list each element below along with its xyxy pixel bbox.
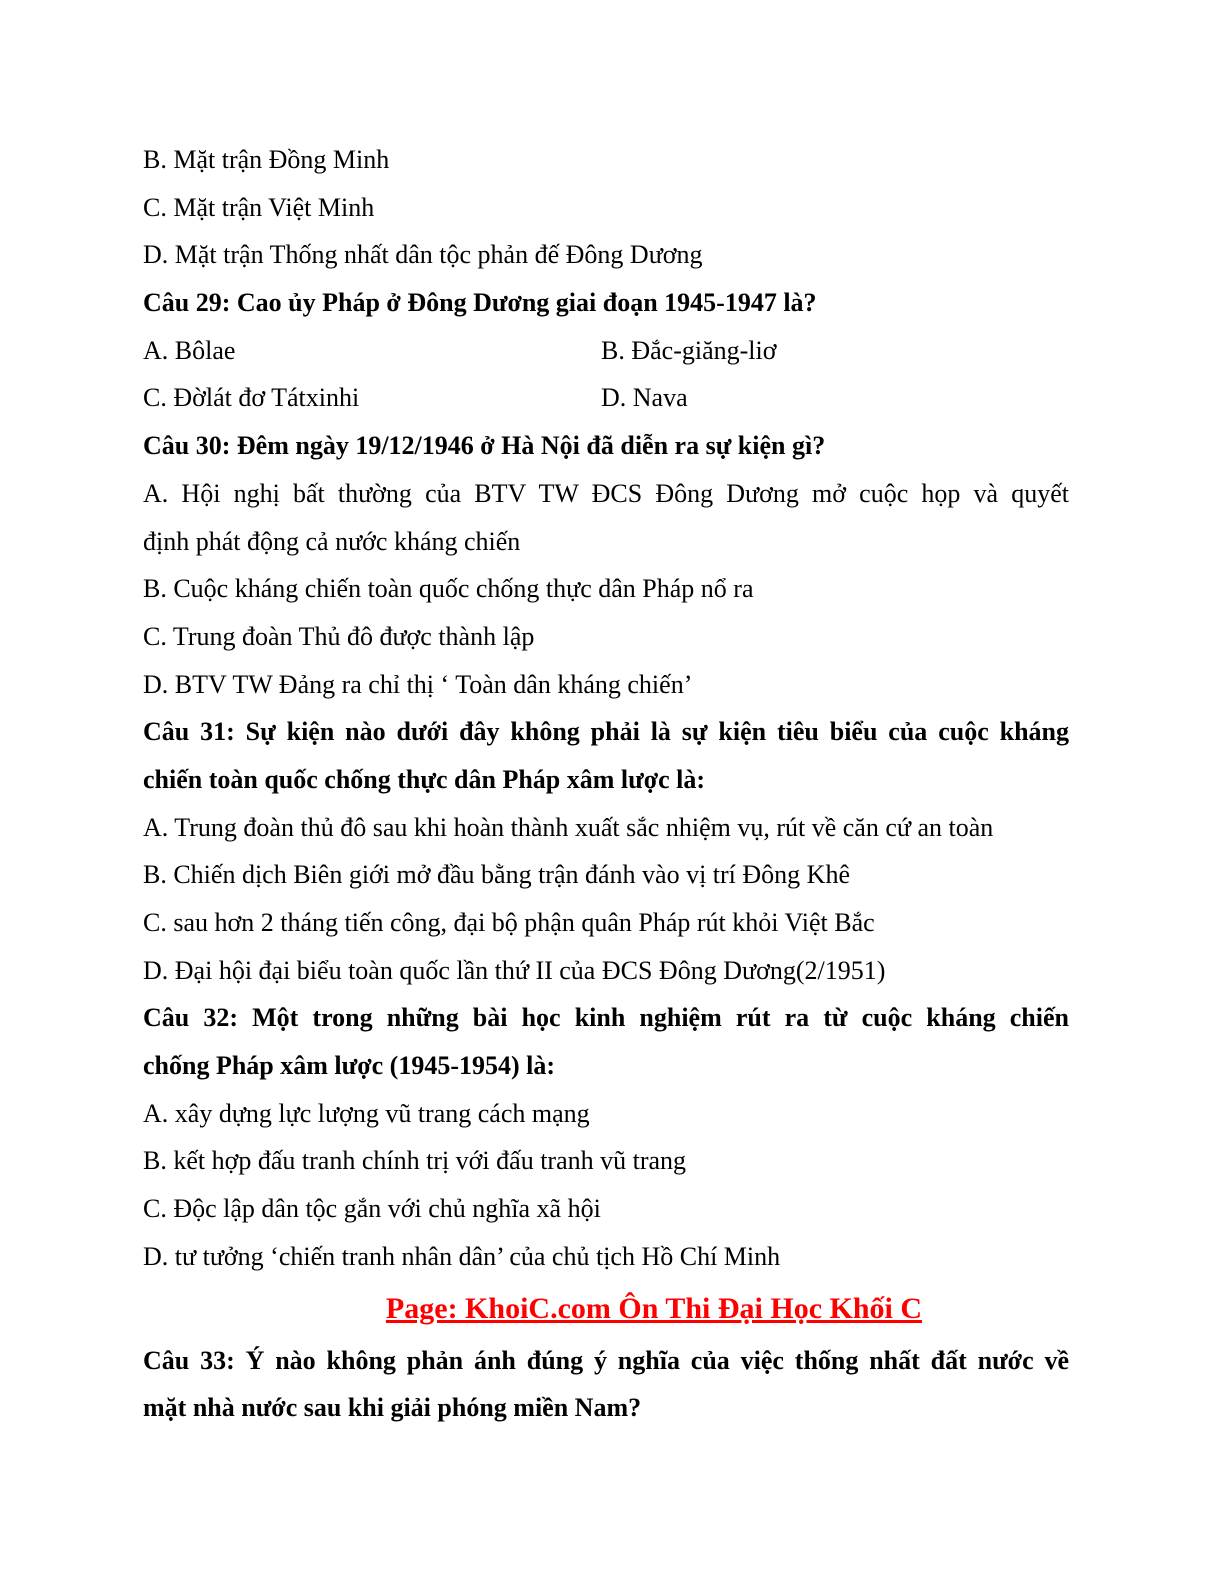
- q30-option-b: B. Cuộc kháng chiến toàn quốc chống thực dân Pháp nổ ra: [143, 574, 754, 604]
- q29-options-row-1: [143, 327, 1069, 375]
- q31-option-c: C. sau hơn 2 tháng tiến công, đại bộ phận quân Pháp rút khỏi Việt Bắc: [143, 908, 875, 937]
- q32-question-line2: chống Pháp xâm lược (1945-1954) là:: [143, 1051, 556, 1081]
- q29-option-a: A. Bôlae: [143, 335, 236, 365]
- q30-option-c: C. Trung đoàn Thủ đô được thành lập: [143, 621, 535, 651]
- q32-question-line1: Câu 32: Một trong những bài học kinh nghiệm rút ra từ cuộc kháng chiến: [143, 1003, 1069, 1033]
- q33-question-line1: Câu 33: Ý nào không phản ánh đúng ý nghĩa của việc thống nhất đất nước về: [143, 1345, 1069, 1375]
- q32-option-b: B. kết hợp đấu tranh chính trị với đấu tranh vũ trang: [143, 1146, 687, 1176]
- q29-options-row-2: [143, 374, 1069, 422]
- q30-option-d: D. BTV TW Đảng ra chỉ thị ‘ Toàn dân kháng chiến’: [143, 669, 693, 699]
- q28-option-b: B. Mặt trận Đồng Minh: [143, 145, 390, 174]
- q30-option-a-line1: A. Hội nghị bất thường của BTV TW ĐCS Đông Dương mở cuộc họp và quyết: [143, 478, 1069, 508]
- q32-option-c: C. Độc lập dân tộc gắn với chủ nghĩa xã hội: [143, 1194, 601, 1224]
- q30-question: Câu 30: Đêm ngày 19/12/1946 ở Hà Nội đã diễn ra sự kiện gì?: [143, 431, 826, 461]
- q31-option-d: D. Đại hội đại biểu toàn quốc lần thứ II của ĐCS Đông Dương(2/1951): [143, 955, 886, 985]
- q28-option-d: D. Mặt trận Thống nhất dân tộc phản đế Đông Dương: [143, 240, 703, 270]
- q29-option-d: D. Nava: [601, 383, 688, 413]
- q29-question: Câu 29: Cao ủy Pháp ở Đông Dương giai đoạn 1945-1947 là?: [143, 288, 817, 318]
- document-page: [143, 136, 1069, 1432]
- q31-option-a: A. Trung đoàn thủ đô sau khi hoàn thành xuất sắc nhiệm vụ, rút về căn cứ an toàn: [143, 812, 994, 842]
- q32-option-a: A. xây dựng lực lượng vũ trang cách mạng: [143, 1098, 590, 1128]
- q31-question-line2: chiến toàn quốc chống thực dân Pháp xâm lược là:: [143, 764, 706, 794]
- q33-question-line2: mặt nhà nước sau khi giải phóng miền Nam?: [143, 1393, 642, 1423]
- q28-option-c: C. Mặt trận Việt Minh: [143, 192, 375, 222]
- q31-option-b: B. Chiến dịch Biên giới mở đầu bằng trận đánh vào vị trí Đông Khê: [143, 860, 850, 890]
- q30-option-a-line2: định phát động cả nước kháng chiến: [143, 526, 521, 556]
- site-banner-link[interactable]: Page: KhoiC.com Ôn Thi Đại Học Khối C: [385, 1291, 923, 1325]
- q32-option-d: D. tư tưởng ‘chiến tranh nhân dân’ của chủ tịch Hồ Chí Minh: [143, 1241, 781, 1271]
- q31-question-line1: Câu 31: Sự kiện nào dưới đây không phải là sự kiện tiêu biểu của cuộc kháng: [143, 717, 1069, 747]
- q29-option-c: C. Đờlát đơ Tátxinhi: [143, 383, 360, 413]
- q29-option-b: B. Đắc-giăng-liơ: [601, 335, 777, 365]
